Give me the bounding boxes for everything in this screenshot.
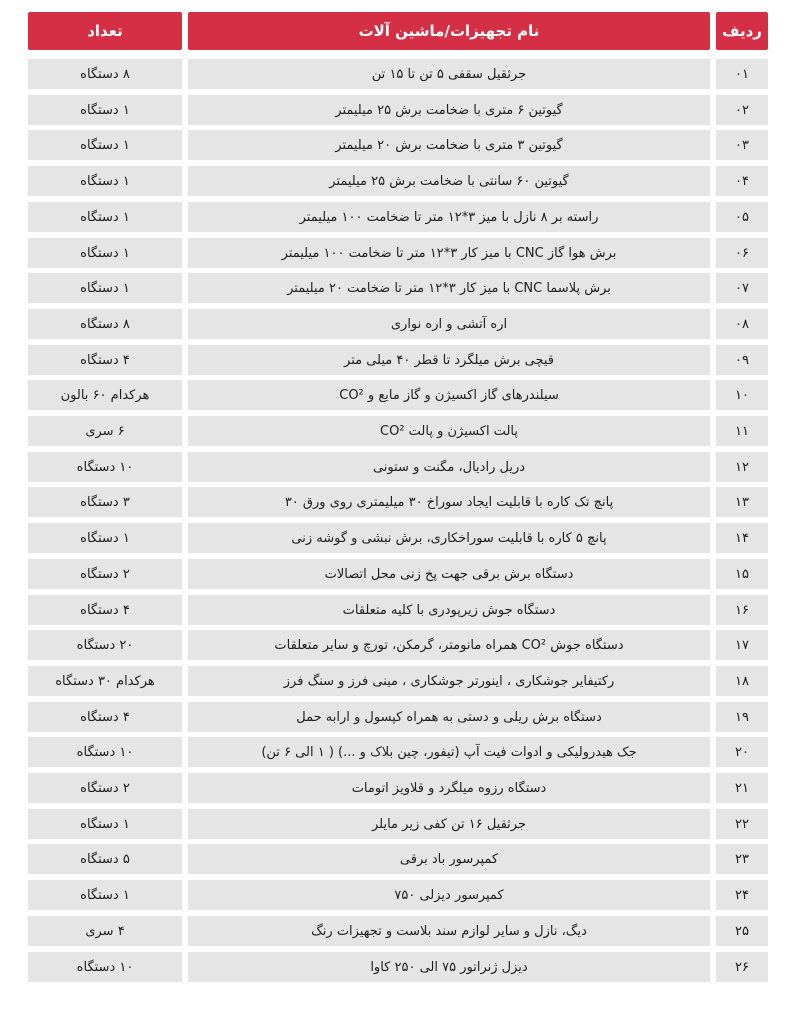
row-number: ۰۲ [716,95,768,125]
equipment-name: دستگاه جوش CO² همراه مانومتر، گرمکن، تورچ و سایر متعلقات [188,630,710,660]
equipment-name: کمپرسور باد برقی [188,844,710,874]
row-number: ۰۳ [716,130,768,160]
header-count: تعداد [28,12,182,50]
row-number: ۱۸ [716,666,768,696]
equipment-count: ۱۰ دستگاه [28,952,182,982]
equipment-name: برش پلاسما CNC با میز کار ۳*۱۲ متر تا ضخامت ۲۰ میلیمتر [188,273,710,303]
equipment-name: قیچی برش میلگرد تا قطر ۴۰ میلی متر [188,345,710,375]
equipment-count: ۲ دستگاه [28,773,182,803]
row-number: ۰۷ [716,273,768,303]
equipment-count: ۱ دستگاه [28,95,182,125]
row-number: ۲۰ [716,737,768,767]
equipment-name: کمپرسور دیزلی ۷۵۰ [188,880,710,910]
header-equipment-name: نام تجهیزات/ماشین آلات [188,12,710,50]
row-number: ۱۲ [716,452,768,482]
equipment-count: ۴ سری [28,916,182,946]
row-number: ۲۶ [716,952,768,982]
row-number: ۱۱ [716,416,768,446]
equipment-count: هرکدام ۶۰ بالون [28,380,182,410]
equipment-name: پانچ تک کاره با قابلیت ایجاد سوراخ ۳۰ میلیمتری روی ورق ۳۰ [188,487,710,517]
equipment-name: دیزل ژنراتور ۷۵ الی ۲۵۰ کاوا [188,952,710,982]
equipment-count: ۵ دستگاه [28,844,182,874]
equipment-count: ۶ سری [28,416,182,446]
row-number: ۲۲ [716,809,768,839]
equipment-name: دستگاه برش ریلی و دستی به همراه کپسول و ارابه حمل [188,702,710,732]
equipment-name: اره آتشی و اره نواری [188,309,710,339]
header-row-number: ردیف [716,12,768,50]
equipment-name: سیلندرهای گاز اکسیژن و گاز مایع و CO² [188,380,710,410]
equipment-name: دستگاه برش برقی جهت پخ زنی محل اتصالات [188,559,710,589]
equipment-count: ۸ دستگاه [28,309,182,339]
equipment-count: ۳ دستگاه [28,487,182,517]
equipment-count: هرکدام ۳۰ دستگاه [28,666,182,696]
equipment-name: جک هیدرولیکی و ادوات فیت آپ (تیفور، چین بلاک و ...) ( ۱ الی ۶ تن) [188,737,710,767]
equipment-count: ۲ دستگاه [28,559,182,589]
equipment-count: ۱ دستگاه [28,880,182,910]
row-number: ۱۷ [716,630,768,660]
row-number: ۰۸ [716,309,768,339]
equipment-count: ۲۰ دستگاه [28,630,182,660]
equipment-name: جرثقیل سقفی ۵ تن تا ۱۵ تن [188,59,710,89]
equipment-count: ۱ دستگاه [28,273,182,303]
equipment-name: پالت اکسیژن و پالت CO² [188,416,710,446]
row-number: ۰۵ [716,202,768,232]
equipment-name: دستگاه جوش زیرپودری با کلیه متعلقات [188,595,710,625]
equipment-name: رکتیفایر جوشکاری ، اینورتر جوشکاری ، مینی فرز و سنگ فرز [188,666,710,696]
equipment-name: گیوتین ۶۰ سانتی با ضخامت برش ۲۵ میلیمتر [188,166,710,196]
equipment-count: ۴ دستگاه [28,595,182,625]
equipment-count: ۱۰ دستگاه [28,452,182,482]
row-number: ۲۳ [716,844,768,874]
equipment-count: ۴ دستگاه [28,345,182,375]
equipment-count: ۱ دستگاه [28,809,182,839]
equipment-name: گیوتین ۳ متری با ضخامت برش ۲۰ میلیمتر [188,130,710,160]
equipment-count: ۱ دستگاه [28,166,182,196]
equipment-count: ۴ دستگاه [28,702,182,732]
row-number: ۲۱ [716,773,768,803]
row-number: ۱۵ [716,559,768,589]
row-number: ۲۴ [716,880,768,910]
equipment-name: راسته بر ۸ نازل با میز ۳*۱۲ متر تا ضخامت ۱۰۰ میلیمتر [188,202,710,232]
row-number: ۱۳ [716,487,768,517]
equipment-name: گیوتین ۶ متری با ضخامت برش ۲۵ میلیمتر [188,95,710,125]
row-number: ۱۹ [716,702,768,732]
equipment-name: جرثقیل ۱۶ تن کفی زیر مایلر [188,809,710,839]
row-number: ۰۶ [716,238,768,268]
equipment-count: ۱۰ دستگاه [28,737,182,767]
equipment-count: ۱ دستگاه [28,130,182,160]
equipment-count: ۱ دستگاه [28,238,182,268]
equipment-count: ۱ دستگاه [28,523,182,553]
equipment-name: دستگاه رزوه میلگرد و قلاویز اتومات [188,773,710,803]
row-number: ۰۴ [716,166,768,196]
row-number: ۱۴ [716,523,768,553]
row-number: ۲۵ [716,916,768,946]
equipment-name: برش هوا گاز CNC با میز کار ۳*۱۲ متر تا ضخامت ۱۰۰ میلیمتر [188,238,710,268]
equipment-count: ۱ دستگاه [28,202,182,232]
equipment-name: دریل رادیال، مگنت و ستونی [188,452,710,482]
equipment-name: دیگ، نازل و سایر لوازم سند بلاست و تجهیزات رنگ [188,916,710,946]
equipment-name: پانچ ۵ کاره با قابلیت سوراخکاری، برش نبشی و گوشه زنی [188,523,710,553]
row-number: ۱۰ [716,380,768,410]
row-number: ۰۹ [716,345,768,375]
row-number: ۱۶ [716,595,768,625]
row-number: ۰۱ [716,59,768,89]
equipment-count: ۸ دستگاه [28,59,182,89]
